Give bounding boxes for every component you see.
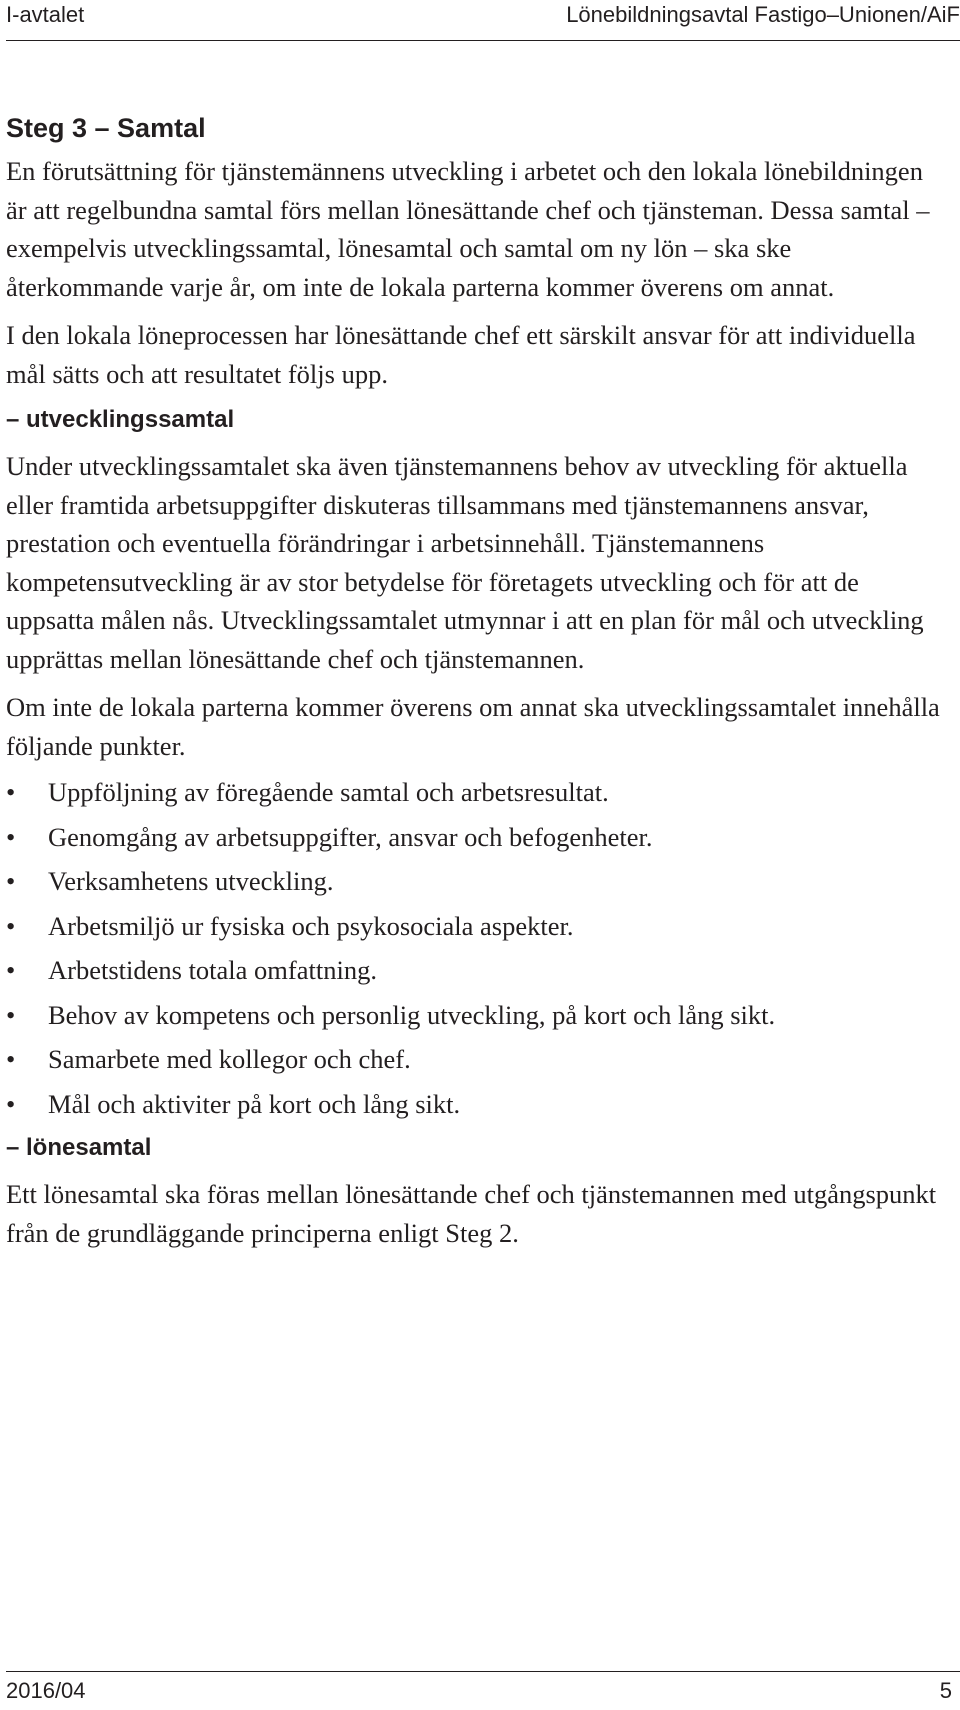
bullet-icon: • (6, 821, 16, 852)
list-item (6, 1040, 946, 1079)
section-paragraph: I den lokala löneprocessen har lönesättande chef ett särskilt ansvar för att individuella mål sätts och att resultatet följs upp. (6, 320, 916, 389)
list-item-text: Verksamhetens utveckling. (48, 866, 334, 896)
lonesamtal-heading: – lönesamtal (6, 1134, 152, 1161)
list-item (6, 1085, 946, 1124)
running-header (6, 0, 960, 41)
document-version: 2016/04 (6, 1678, 86, 1703)
document-full-title: Lönebildningsavtal Fastigo–Unionen/AiF (566, 2, 960, 27)
bullet-icon: • (6, 866, 16, 896)
list-item-text: Genomgång av arbetsuppgifter, ansvar och befogenheter. (48, 821, 653, 852)
bullet-icon: • (6, 1044, 16, 1074)
list-item (6, 951, 946, 990)
bullet-icon: • (6, 1088, 16, 1119)
list-item-text: Arbetsmiljö ur fysiska och psykosociala aspekter. (48, 910, 574, 941)
running-footer (6, 1671, 960, 1710)
list-item-text: Arbetstidens totala omfattning. (48, 955, 377, 985)
list-item-text: Mål och aktiviter på kort och lång sikt. (48, 1088, 461, 1119)
list-item (6, 818, 946, 857)
bullet-icon: • (6, 999, 16, 1030)
section-paragraph: En förutsättning för tjänstemännens utveckling i arbetet och den lokala lönebildningen är att regelbundna samtal förs mellan lönesättande chef och tjänsteman. Dessa samtal – exempelvis utvecklingssamtal, lönesamtal och samtal om ny lön – ska ske återkommande varje år, om inte de lokala parterna kommer överens om annat. (6, 156, 930, 302)
page-number: 5 (939, 1678, 952, 1703)
list-item (6, 996, 946, 1035)
utvecklingssamtal-heading: – utvecklingssamtal (6, 406, 235, 433)
bullet-icon: • (6, 777, 16, 807)
page-content (6, 112, 946, 1252)
list-item-text: Samarbete med kollegor och chef. (48, 1044, 411, 1074)
document-short-title: I-avtalet (6, 2, 85, 27)
bullet-icon: • (6, 910, 16, 941)
list-item (6, 773, 946, 812)
list-item (6, 862, 946, 901)
list-item-text: Uppföljning av föregående samtal och arbetsresultat. (48, 777, 609, 807)
utvecklingssamtal-paragraph: Om inte de lokala parterna kommer överens om annat ska utvecklingssamtalet innehålla följande punkter. (6, 692, 940, 761)
lonesamtal-paragraph: Ett lönesamtal ska föras mellan lönesättande chef och tjänstemannen med utgångspunkt från de grundläggande principerna enligt Steg 2. (6, 1179, 937, 1248)
topic-list (6, 773, 946, 1123)
section-heading: Steg 3 – Samtal (6, 113, 206, 143)
list-item (6, 907, 946, 946)
bullet-icon: • (6, 955, 16, 985)
utvecklingssamtal-paragraph: Under utvecklingssamtalet ska även tjänstemannens behov av utveckling för aktuella eller framtida arbetsuppgifter diskuteras tillsammans med tjänstemannens ansvar, prestation och eventuella förändringar i arbetsinnehåll. Tjänstemannens kompetensutveckling är av stor betydelse för företagets utveckling och för att de uppsatta målen nås. Utvecklingssamtalet utmynnar i att en plan för mål och utveckling upprättas mellan lönesättande chef och tjänstemannen. (6, 451, 924, 674)
list-item-text: Behov av kompetens och personlig utveckling, på kort och lång sikt. (48, 999, 776, 1030)
